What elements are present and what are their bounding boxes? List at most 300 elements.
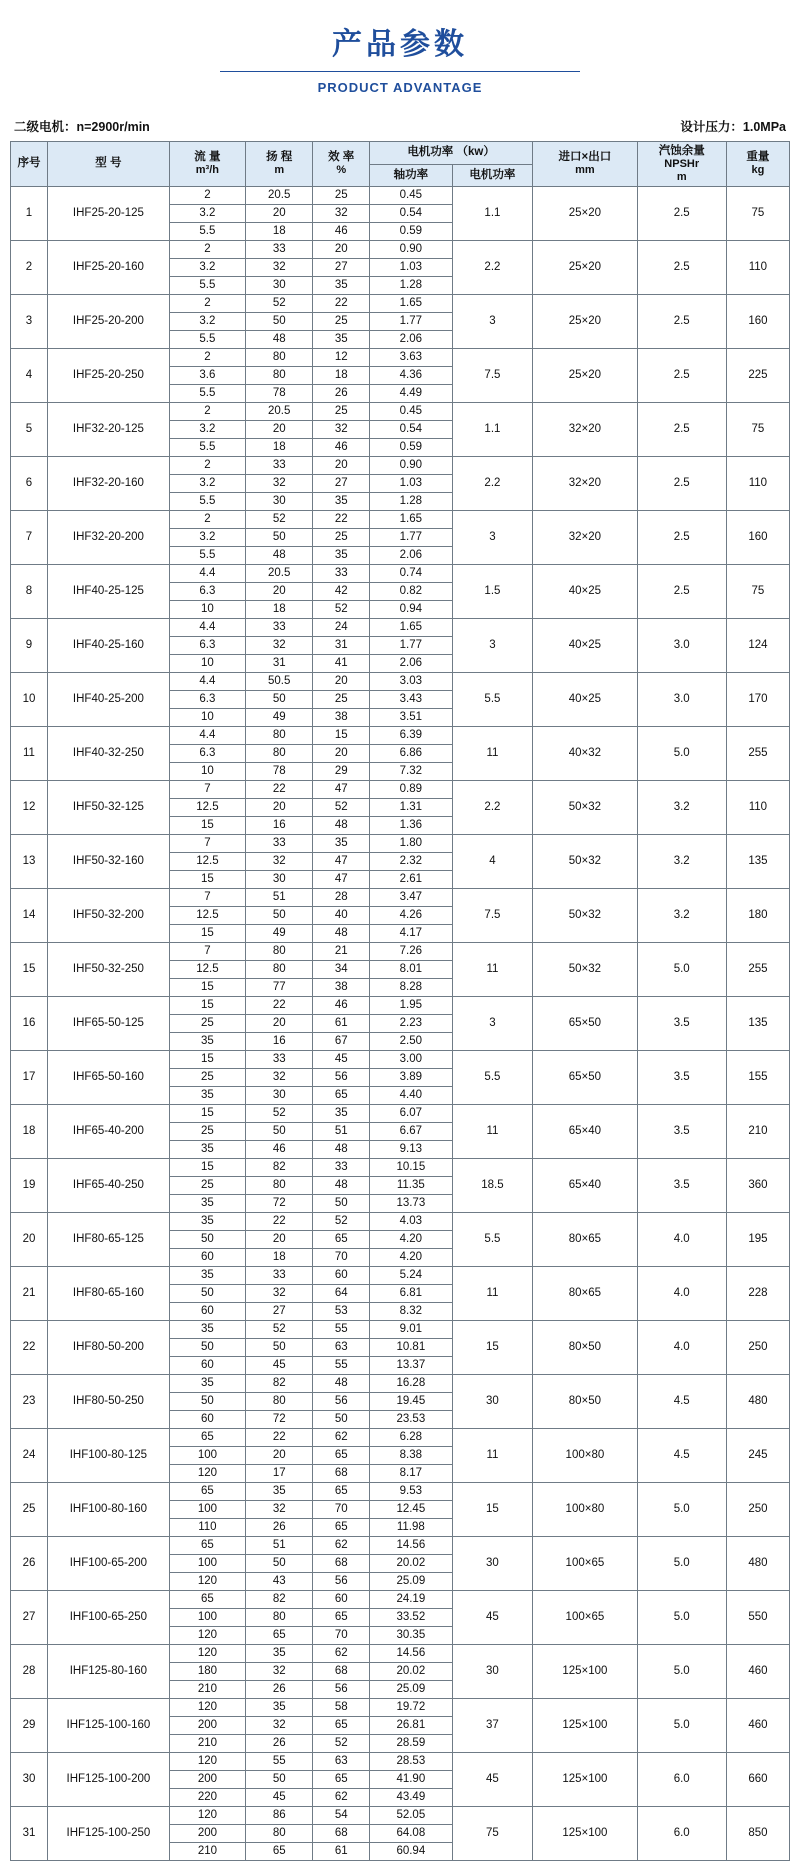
cell-motor-power: 30 [452,1375,533,1429]
cell-head: 20.5 [245,403,312,421]
cell-head: 86 [245,1807,312,1825]
cell-shaft-power: 6.07 [370,1105,453,1123]
cell-weight: 110 [726,241,789,295]
table-row [11,1105,790,1123]
cell-shaft-power: 0.90 [370,241,453,259]
cell-shaft-power: 12.45 [370,1501,453,1519]
cell-efficiency: 52 [313,799,370,817]
cell-head: 32 [245,1663,312,1681]
cell-port: 80×50 [533,1321,637,1375]
col-head-unit: m [274,164,285,177]
cell-shaft-power: 11.35 [370,1177,453,1195]
cell-flow: 3.2 [169,421,245,439]
cell-motor-power: 1.1 [452,187,533,241]
cell-flow: 2 [169,295,245,313]
cell-shaft-power: 2.50 [370,1033,453,1051]
cell-shaft-power: 0.54 [370,205,453,223]
cell-head: 80 [245,961,312,979]
col-no: 序号 [11,142,48,187]
table-row [11,1321,790,1339]
cell-efficiency: 15 [313,727,370,745]
cell-port: 40×25 [533,619,637,673]
table-row [11,1051,790,1069]
table-row [11,295,790,313]
table-row [11,943,790,961]
cell-model: IHF65-50-125 [47,997,169,1051]
cell-flow: 5.5 [169,223,245,241]
cell-flow: 25 [169,1015,245,1033]
cell-port: 25×20 [533,295,637,349]
cell-flow: 4.4 [169,619,245,637]
cell-head: 80 [245,943,312,961]
cell-efficiency: 63 [313,1753,370,1771]
cell-flow: 15 [169,1051,245,1069]
cell-no: 13 [11,835,48,889]
cell-efficiency: 70 [313,1249,370,1267]
cell-no: 1 [11,187,48,241]
cell-head: 50 [245,907,312,925]
cell-head: 50 [245,529,312,547]
cell-head: 65 [245,1627,312,1645]
cell-head: 32 [245,1285,312,1303]
cell-flow: 65 [169,1591,245,1609]
cell-flow: 100 [169,1501,245,1519]
cell-weight: 180 [726,889,789,943]
cell-efficiency: 53 [313,1303,370,1321]
cell-npshr: 3.0 [637,673,726,727]
cell-flow: 5.5 [169,331,245,349]
cell-no: 26 [11,1537,48,1591]
cell-shaft-power: 52.05 [370,1807,453,1825]
cell-shaft-power: 2.06 [370,655,453,673]
cell-shaft-power: 43.49 [370,1789,453,1807]
table-row [11,727,790,745]
cell-head: 32 [245,475,312,493]
cell-shaft-power: 4.26 [370,907,453,925]
cell-efficiency: 62 [313,1789,370,1807]
cell-head: 80 [245,349,312,367]
cell-efficiency: 68 [313,1663,370,1681]
cell-no: 4 [11,349,48,403]
cell-efficiency: 62 [313,1537,370,1555]
pump-spec-table [10,141,790,1861]
cell-no: 29 [11,1699,48,1753]
col-npshr [637,142,726,187]
cell-head: 72 [245,1195,312,1213]
cell-head: 77 [245,979,312,997]
cell-shaft-power: 28.53 [370,1753,453,1771]
cell-no: 18 [11,1105,48,1159]
cell-efficiency: 35 [313,835,370,853]
cell-head: 20 [245,1015,312,1033]
cell-efficiency: 25 [313,691,370,709]
cell-port: 50×32 [533,889,637,943]
cell-shaft-power: 0.54 [370,421,453,439]
cell-efficiency: 20 [313,673,370,691]
cell-head: 51 [245,1537,312,1555]
col-head [245,142,312,187]
cell-flow: 2 [169,457,245,475]
cell-flow: 200 [169,1825,245,1843]
cell-shaft-power: 0.74 [370,565,453,583]
cell-weight: 110 [726,457,789,511]
cell-no: 16 [11,997,48,1051]
cell-efficiency: 54 [313,1807,370,1825]
cell-head: 50 [245,1771,312,1789]
cell-efficiency: 35 [313,493,370,511]
cell-model: IHF65-40-200 [47,1105,169,1159]
cell-shaft-power: 1.31 [370,799,453,817]
cell-shaft-power: 1.03 [370,259,453,277]
cell-flow: 15 [169,979,245,997]
cell-shaft-power: 1.03 [370,475,453,493]
cell-head: 20 [245,205,312,223]
cell-efficiency: 52 [313,1213,370,1231]
cell-no: 5 [11,403,48,457]
cell-shaft-power: 1.80 [370,835,453,853]
cell-flow: 10 [169,601,245,619]
cell-efficiency: 67 [313,1033,370,1051]
cell-head: 16 [245,817,312,835]
cell-no: 15 [11,943,48,997]
cell-head: 51 [245,889,312,907]
cell-flow: 120 [169,1627,245,1645]
cell-no: 10 [11,673,48,727]
cell-model: IHF50-32-160 [47,835,169,889]
cell-port: 40×25 [533,565,637,619]
cell-efficiency: 25 [313,313,370,331]
cell-weight: 210 [726,1105,789,1159]
cell-npshr: 2.5 [637,295,726,349]
cell-flow: 6.3 [169,583,245,601]
cell-model: IHF125-100-160 [47,1699,169,1753]
cell-flow: 7 [169,889,245,907]
cell-efficiency: 18 [313,367,370,385]
cell-shaft-power: 26.81 [370,1717,453,1735]
cell-motor-power: 11 [452,943,533,997]
cell-weight: 75 [726,187,789,241]
cell-head: 26 [245,1681,312,1699]
cell-weight: 75 [726,565,789,619]
cell-efficiency: 26 [313,385,370,403]
cell-efficiency: 65 [313,1717,370,1735]
cell-flow: 12.5 [169,853,245,871]
cell-motor-power: 3 [452,997,533,1051]
cell-flow: 3.2 [169,313,245,331]
cell-shaft-power: 6.39 [370,727,453,745]
cell-npshr: 4.0 [637,1267,726,1321]
cell-npshr: 2.5 [637,511,726,565]
cell-shaft-power: 4.49 [370,385,453,403]
cell-npshr: 4.5 [637,1429,726,1483]
cell-head: 45 [245,1357,312,1375]
cell-flow: 15 [169,871,245,889]
cell-flow: 4.4 [169,565,245,583]
cell-shaft-power: 1.77 [370,313,453,331]
cell-efficiency: 32 [313,205,370,223]
cell-flow: 50 [169,1393,245,1411]
cell-shaft-power: 33.52 [370,1609,453,1627]
cell-model: IHF125-100-250 [47,1807,169,1861]
cell-shaft-power: 10.15 [370,1159,453,1177]
cell-head: 50 [245,1123,312,1141]
cell-npshr: 4.0 [637,1321,726,1375]
cell-flow: 7 [169,781,245,799]
cell-flow: 210 [169,1735,245,1753]
cell-motor-power: 75 [452,1807,533,1861]
cell-port: 32×20 [533,457,637,511]
cell-weight: 135 [726,997,789,1051]
cell-npshr: 3.5 [637,1159,726,1213]
cell-efficiency: 41 [313,655,370,673]
cell-head: 50 [245,1555,312,1573]
cell-flow: 200 [169,1717,245,1735]
cell-shaft-power: 1.65 [370,295,453,313]
cell-no: 8 [11,565,48,619]
cell-weight: 155 [726,1051,789,1105]
table-row [11,1591,790,1609]
cell-efficiency: 35 [313,1105,370,1123]
spec-conditions [14,117,786,135]
cell-flow: 10 [169,709,245,727]
cell-model: IHF100-80-160 [47,1483,169,1537]
cell-head: 48 [245,547,312,565]
cell-shaft-power: 1.77 [370,529,453,547]
cell-model: IHF40-25-160 [47,619,169,673]
table-row [11,187,790,205]
cell-port: 32×20 [533,511,637,565]
cell-head: 52 [245,295,312,313]
cell-efficiency: 68 [313,1465,370,1483]
cell-shaft-power: 24.19 [370,1591,453,1609]
cell-shaft-power: 41.90 [370,1771,453,1789]
cell-head: 78 [245,763,312,781]
cell-port: 80×50 [533,1375,637,1429]
cell-shaft-power: 3.63 [370,349,453,367]
cell-efficiency: 64 [313,1285,370,1303]
cell-flow: 35 [169,1375,245,1393]
cell-npshr: 3.5 [637,1051,726,1105]
cell-efficiency: 56 [313,1393,370,1411]
table-row [11,1753,790,1771]
table-row [11,349,790,367]
cell-head: 30 [245,871,312,889]
cell-head: 33 [245,835,312,853]
cell-weight: 250 [726,1483,789,1537]
cell-no: 22 [11,1321,48,1375]
cell-shaft-power: 4.40 [370,1087,453,1105]
cell-npshr: 5.0 [637,1591,726,1645]
design-pressure-note: 设计压力：1.0MPa [680,120,786,134]
cell-shaft-power: 14.56 [370,1645,453,1663]
col-efficiency [313,142,370,187]
cell-npshr: 3.5 [637,1105,726,1159]
col-motor-power: 电机功率 [452,164,533,187]
cell-head: 32 [245,1069,312,1087]
cell-flow: 35 [169,1195,245,1213]
cell-weight: 550 [726,1591,789,1645]
cell-port: 40×32 [533,727,637,781]
cell-shaft-power: 1.65 [370,511,453,529]
cell-flow: 6.3 [169,637,245,655]
cell-head: 20.5 [245,187,312,205]
cell-weight: 170 [726,673,789,727]
page-subtitle: PRODUCT ADVANTAGE [317,80,483,95]
cell-efficiency: 35 [313,547,370,565]
cell-shaft-power: 4.36 [370,367,453,385]
cell-efficiency: 55 [313,1321,370,1339]
cell-flow: 3.2 [169,475,245,493]
cell-flow: 2 [169,241,245,259]
cell-head: 50 [245,1339,312,1357]
cell-no: 23 [11,1375,48,1429]
cell-head: 82 [245,1375,312,1393]
col-power-group: 电机功率 （kw） [370,142,533,165]
cell-model: IHF50-32-200 [47,889,169,943]
cell-head: 32 [245,259,312,277]
cell-efficiency: 48 [313,1141,370,1159]
cell-shaft-power: 7.32 [370,763,453,781]
col-eff-label: 效 率 [328,151,355,164]
cell-weight: 195 [726,1213,789,1267]
cell-no: 30 [11,1753,48,1807]
cell-shaft-power: 6.86 [370,745,453,763]
cell-shaft-power: 19.72 [370,1699,453,1717]
cell-shaft-power: 3.51 [370,709,453,727]
cell-head: 30 [245,277,312,295]
cell-efficiency: 46 [313,439,370,457]
cell-shaft-power: 64.08 [370,1825,453,1843]
cell-port: 65×40 [533,1159,637,1213]
cell-efficiency: 35 [313,277,370,295]
cell-motor-power: 45 [452,1753,533,1807]
cell-head: 35 [245,1483,312,1501]
cell-head: 18 [245,601,312,619]
cell-shaft-power: 14.56 [370,1537,453,1555]
cell-no: 27 [11,1591,48,1645]
cell-flow: 50 [169,1339,245,1357]
cell-weight: 75 [726,403,789,457]
cell-head: 26 [245,1735,312,1753]
table-row [11,1645,790,1663]
cell-shaft-power: 1.28 [370,493,453,511]
cell-shaft-power: 6.81 [370,1285,453,1303]
cell-efficiency: 24 [313,619,370,637]
cell-shaft-power: 3.89 [370,1069,453,1087]
col-shaft-power: 轴功率 [370,164,453,187]
cell-npshr: 3.5 [637,997,726,1051]
cell-port: 32×20 [533,403,637,457]
cell-efficiency: 65 [313,1609,370,1627]
cell-efficiency: 65 [313,1447,370,1465]
cell-weight: 160 [726,295,789,349]
cell-shaft-power: 0.45 [370,187,453,205]
cell-npshr: 5.0 [637,1699,726,1753]
cell-efficiency: 62 [313,1645,370,1663]
cell-efficiency: 20 [313,745,370,763]
cell-head: 18 [245,223,312,241]
cell-head: 27 [245,1303,312,1321]
cell-flow: 15 [169,997,245,1015]
cell-npshr: 2.5 [637,565,726,619]
cell-shaft-power: 10.81 [370,1339,453,1357]
cell-no: 19 [11,1159,48,1213]
cell-shaft-power: 6.28 [370,1429,453,1447]
cell-npshr: 5.0 [637,943,726,997]
cell-efficiency: 70 [313,1627,370,1645]
cell-efficiency: 22 [313,511,370,529]
cell-flow: 2 [169,187,245,205]
page-header [10,0,790,95]
cell-flow: 3.6 [169,367,245,385]
cell-flow: 12.5 [169,799,245,817]
cell-flow: 35 [169,1213,245,1231]
cell-flow: 7 [169,943,245,961]
cell-model: IHF65-50-160 [47,1051,169,1105]
cell-npshr: 5.0 [637,727,726,781]
cell-efficiency: 60 [313,1591,370,1609]
cell-model: IHF32-20-200 [47,511,169,565]
table-row [11,1699,790,1717]
cell-motor-power: 3 [452,511,533,565]
cell-head: 20 [245,583,312,601]
cell-motor-power: 5.5 [452,673,533,727]
cell-weight: 255 [726,943,789,997]
cell-head: 31 [245,655,312,673]
cell-shaft-power: 4.17 [370,925,453,943]
cell-port: 125×100 [533,1807,637,1861]
cell-shaft-power: 19.45 [370,1393,453,1411]
cell-motor-power: 3 [452,295,533,349]
cell-flow: 60 [169,1249,245,1267]
cell-head: 32 [245,1501,312,1519]
cell-npshr: 6.0 [637,1807,726,1861]
cell-efficiency: 47 [313,781,370,799]
col-weight-label: 重量 [746,151,770,164]
cell-port: 50×32 [533,781,637,835]
cell-efficiency: 27 [313,475,370,493]
cell-efficiency: 68 [313,1825,370,1843]
table-row [11,457,790,475]
cell-no: 14 [11,889,48,943]
cell-shaft-power: 3.03 [370,673,453,691]
cell-head: 72 [245,1411,312,1429]
cell-motor-power: 5.5 [452,1051,533,1105]
cell-port: 65×40 [533,1105,637,1159]
table-row [11,1159,790,1177]
cell-npshr: 2.5 [637,457,726,511]
cell-head: 49 [245,925,312,943]
cell-shaft-power: 1.95 [370,997,453,1015]
cell-motor-power: 11 [452,727,533,781]
cell-shaft-power: 25.09 [370,1573,453,1591]
cell-model: IHF100-65-200 [47,1537,169,1591]
cell-weight: 850 [726,1807,789,1861]
cell-flow: 65 [169,1537,245,1555]
cell-weight: 110 [726,781,789,835]
cell-head: 80 [245,727,312,745]
cell-no: 25 [11,1483,48,1537]
cell-efficiency: 61 [313,1843,370,1861]
cell-flow: 60 [169,1357,245,1375]
cell-efficiency: 55 [313,1357,370,1375]
cell-shaft-power: 5.24 [370,1267,453,1285]
cell-port: 100×80 [533,1483,637,1537]
cell-port: 65×50 [533,1051,637,1105]
cell-head: 22 [245,781,312,799]
cell-weight: 360 [726,1159,789,1213]
cell-head: 78 [245,385,312,403]
